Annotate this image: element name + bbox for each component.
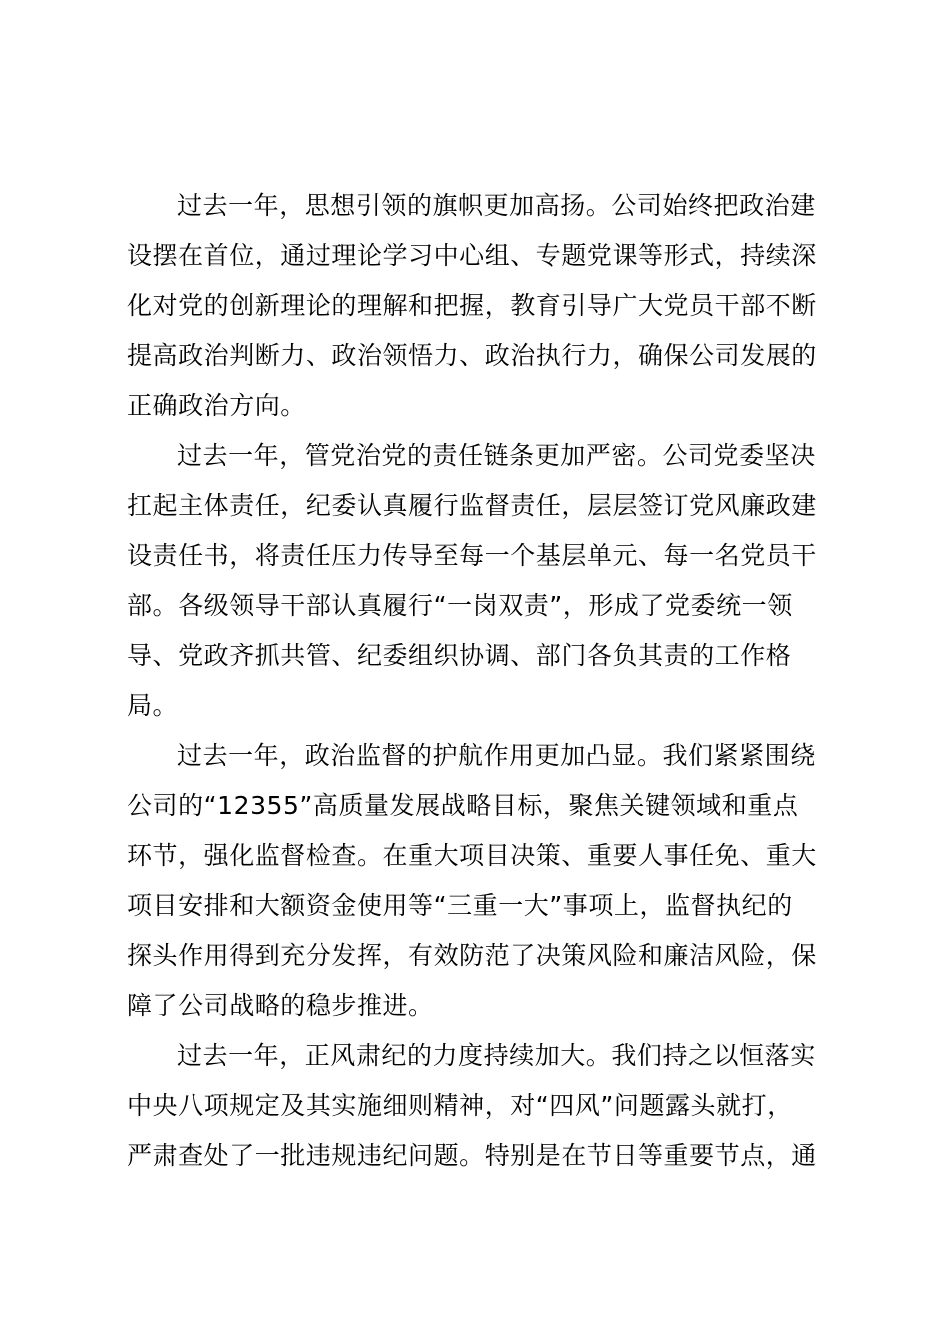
text-line: 中央八项规定及其实施细则精神，对“四风”问题露头就打， [127, 1091, 793, 1120]
text-line: 公司的“12355”高质量发展战略目标，聚焦关键领域和重点 [127, 791, 799, 820]
text-line: 正确政治方向。 [127, 391, 306, 420]
text-line: 导、党政齐抓共管、纪委组织协调、部门各负其责的工作格 [127, 641, 792, 670]
document-page [127, 181, 833, 1181]
text-line: 过去一年，政治监督的护航作用更加凸显。我们紧紧围绕 [177, 741, 816, 770]
paragraph-discipline-enforcement [127, 1031, 833, 1181]
paragraph-political-supervision [127, 731, 833, 1031]
text-line: 设责任书，将责任压力传导至每一个基层单元、每一名党员干 [127, 541, 817, 570]
text-line: 探头作用得到充分发挥，有效防范了决策风险和廉洁风险，保 [127, 941, 817, 970]
text-line: 过去一年，正风肃纪的力度持续加大。我们持之以恒落实 [177, 1041, 816, 1070]
text-line: 过去一年，管党治党的责任链条更加严密。公司党委坚决 [177, 441, 816, 470]
text-line: 项目安排和大额资金使用等“三重一大”事项上，监督执纪的 [127, 891, 793, 920]
text-line: 障了公司战略的稳步推进。 [127, 991, 434, 1020]
paragraph-party-responsibility [127, 431, 833, 731]
text-line: 设摆在首位，通过理论学习中心组、专题党课等形式，持续深 [127, 241, 817, 270]
text-line: 环节，强化监督检查。在重大项目决策、重要人事任免、重大 [127, 841, 817, 870]
text-line: 严肃查处了一批违规违纪问题。特别是在节日等重要节点，通 [127, 1141, 817, 1170]
text-line: 提高政治判断力、政治领悟力、政治执行力，确保公司发展的 [127, 341, 817, 370]
paragraph-ideological-leadership [127, 181, 833, 431]
text-line: 局。 [127, 691, 179, 720]
text-line: 扛起主体责任，纪委认真履行监督责任，层层签订党风廉政建 [127, 491, 817, 520]
text-line: 过去一年，思想引领的旗帜更加高扬。公司始终把政治建 [177, 191, 816, 220]
text-line: 化对党的创新理论的理解和把握，教育引导广大党员干部不断 [127, 291, 817, 320]
text-line: 部。各级领导干部认真履行“一岗双责”，形成了党委统一领 [127, 591, 793, 620]
